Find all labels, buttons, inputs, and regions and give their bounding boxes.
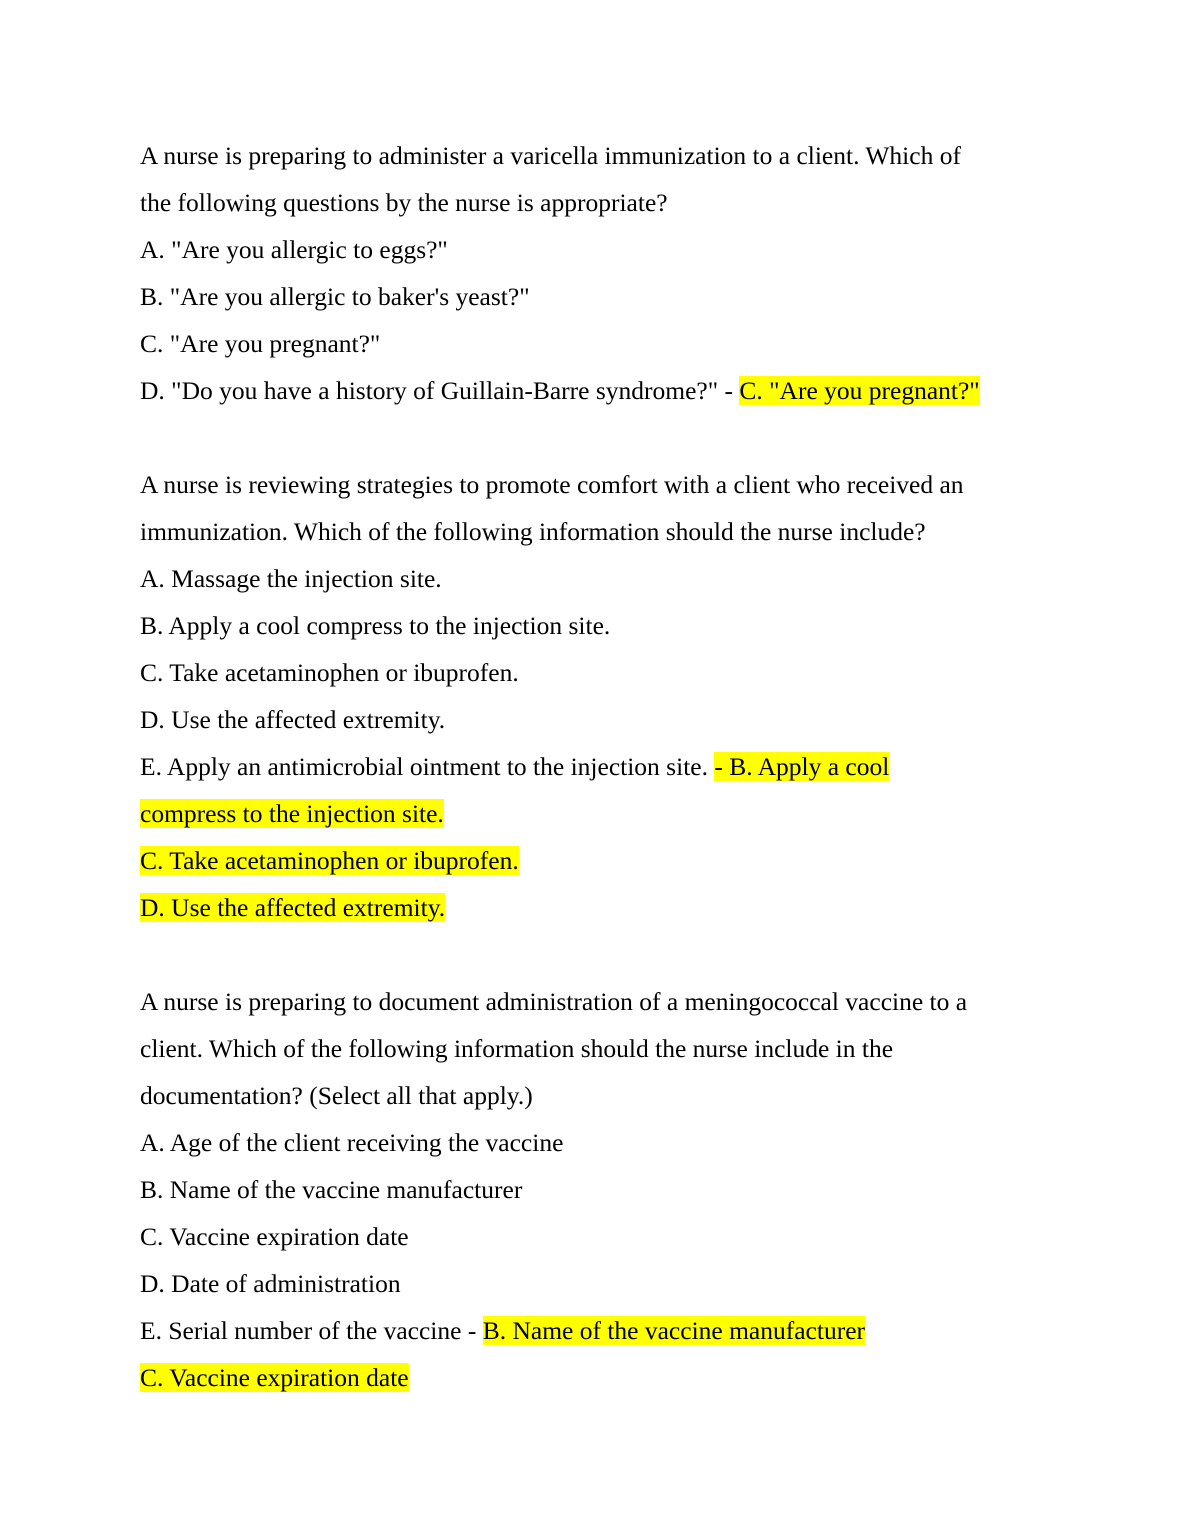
- answer-highlight: - B. Apply a cool: [714, 752, 890, 781]
- option-b: B. "Are you allergic to baker's yeast?": [140, 282, 530, 311]
- question-stem: the following questions by the nurse is appropriate?: [140, 188, 668, 217]
- question-stem: client. Which of the following information should the nurse include in the: [140, 1034, 894, 1063]
- spacer: [140, 414, 1060, 461]
- answer-line: [140, 884, 1060, 931]
- document-page: [140, 132, 1060, 1401]
- option-e-text: E. Serial number of the vaccine -: [140, 1316, 483, 1345]
- option-a: A. "Are you allergic to eggs?": [140, 235, 448, 264]
- question-stem: A nurse is reviewing strategies to promote comfort with a client who received an: [140, 470, 964, 499]
- option-c: C. Vaccine expiration date: [140, 1222, 409, 1251]
- option-e: [140, 743, 1060, 790]
- answer-line: [140, 1354, 1060, 1401]
- answer-highlight: B. Name of the vaccine manufacturer: [482, 1316, 866, 1345]
- question-stem: A nurse is preparing to document administration of a meningococcal vaccine to a: [140, 987, 968, 1016]
- spacer: [140, 931, 1060, 978]
- answer-highlight: compress to the injection site.: [140, 799, 444, 828]
- option-c: C. Take acetaminophen or ibuprofen.: [140, 658, 519, 687]
- option-b: B. Apply a cool compress to the injection site.: [140, 611, 611, 640]
- option-d: D. Date of administration: [140, 1269, 401, 1298]
- option-e: [140, 1307, 1060, 1354]
- answer-highlight: D. Use the affected extremity.: [140, 893, 446, 922]
- option-e-text: E. Apply an antimicrobial ointment to the injection site.: [140, 752, 715, 781]
- option-d: D. Use the affected extremity.: [140, 705, 446, 734]
- option-b: B. Name of the vaccine manufacturer: [140, 1175, 523, 1204]
- question-stem: A nurse is preparing to administer a varicella immunization to a client. Which of: [140, 141, 961, 170]
- question-stem: immunization. Which of the following information should the nurse include?: [140, 517, 926, 546]
- answer-line: [140, 837, 1060, 884]
- answer-line: [140, 790, 1060, 837]
- question-1: [140, 132, 1060, 414]
- option-d-text: D. "Do you have a history of Guillain-Barre syndrome?" -: [140, 376, 740, 405]
- answer-highlight: C. Take acetaminophen or ibuprofen.: [140, 846, 519, 875]
- answer-highlight: C. Vaccine expiration date: [140, 1363, 409, 1392]
- question-stem: documentation? (Select all that apply.): [140, 1081, 533, 1110]
- question-2: [140, 461, 1060, 931]
- question-3: [140, 978, 1060, 1401]
- option-c: C. "Are you pregnant?": [140, 329, 381, 358]
- answer-highlight: C. "Are you pregnant?": [739, 376, 980, 405]
- option-d: [140, 367, 1060, 414]
- option-a: A. Age of the client receiving the vaccine: [140, 1128, 564, 1157]
- option-a: A. Massage the injection site.: [140, 564, 442, 593]
